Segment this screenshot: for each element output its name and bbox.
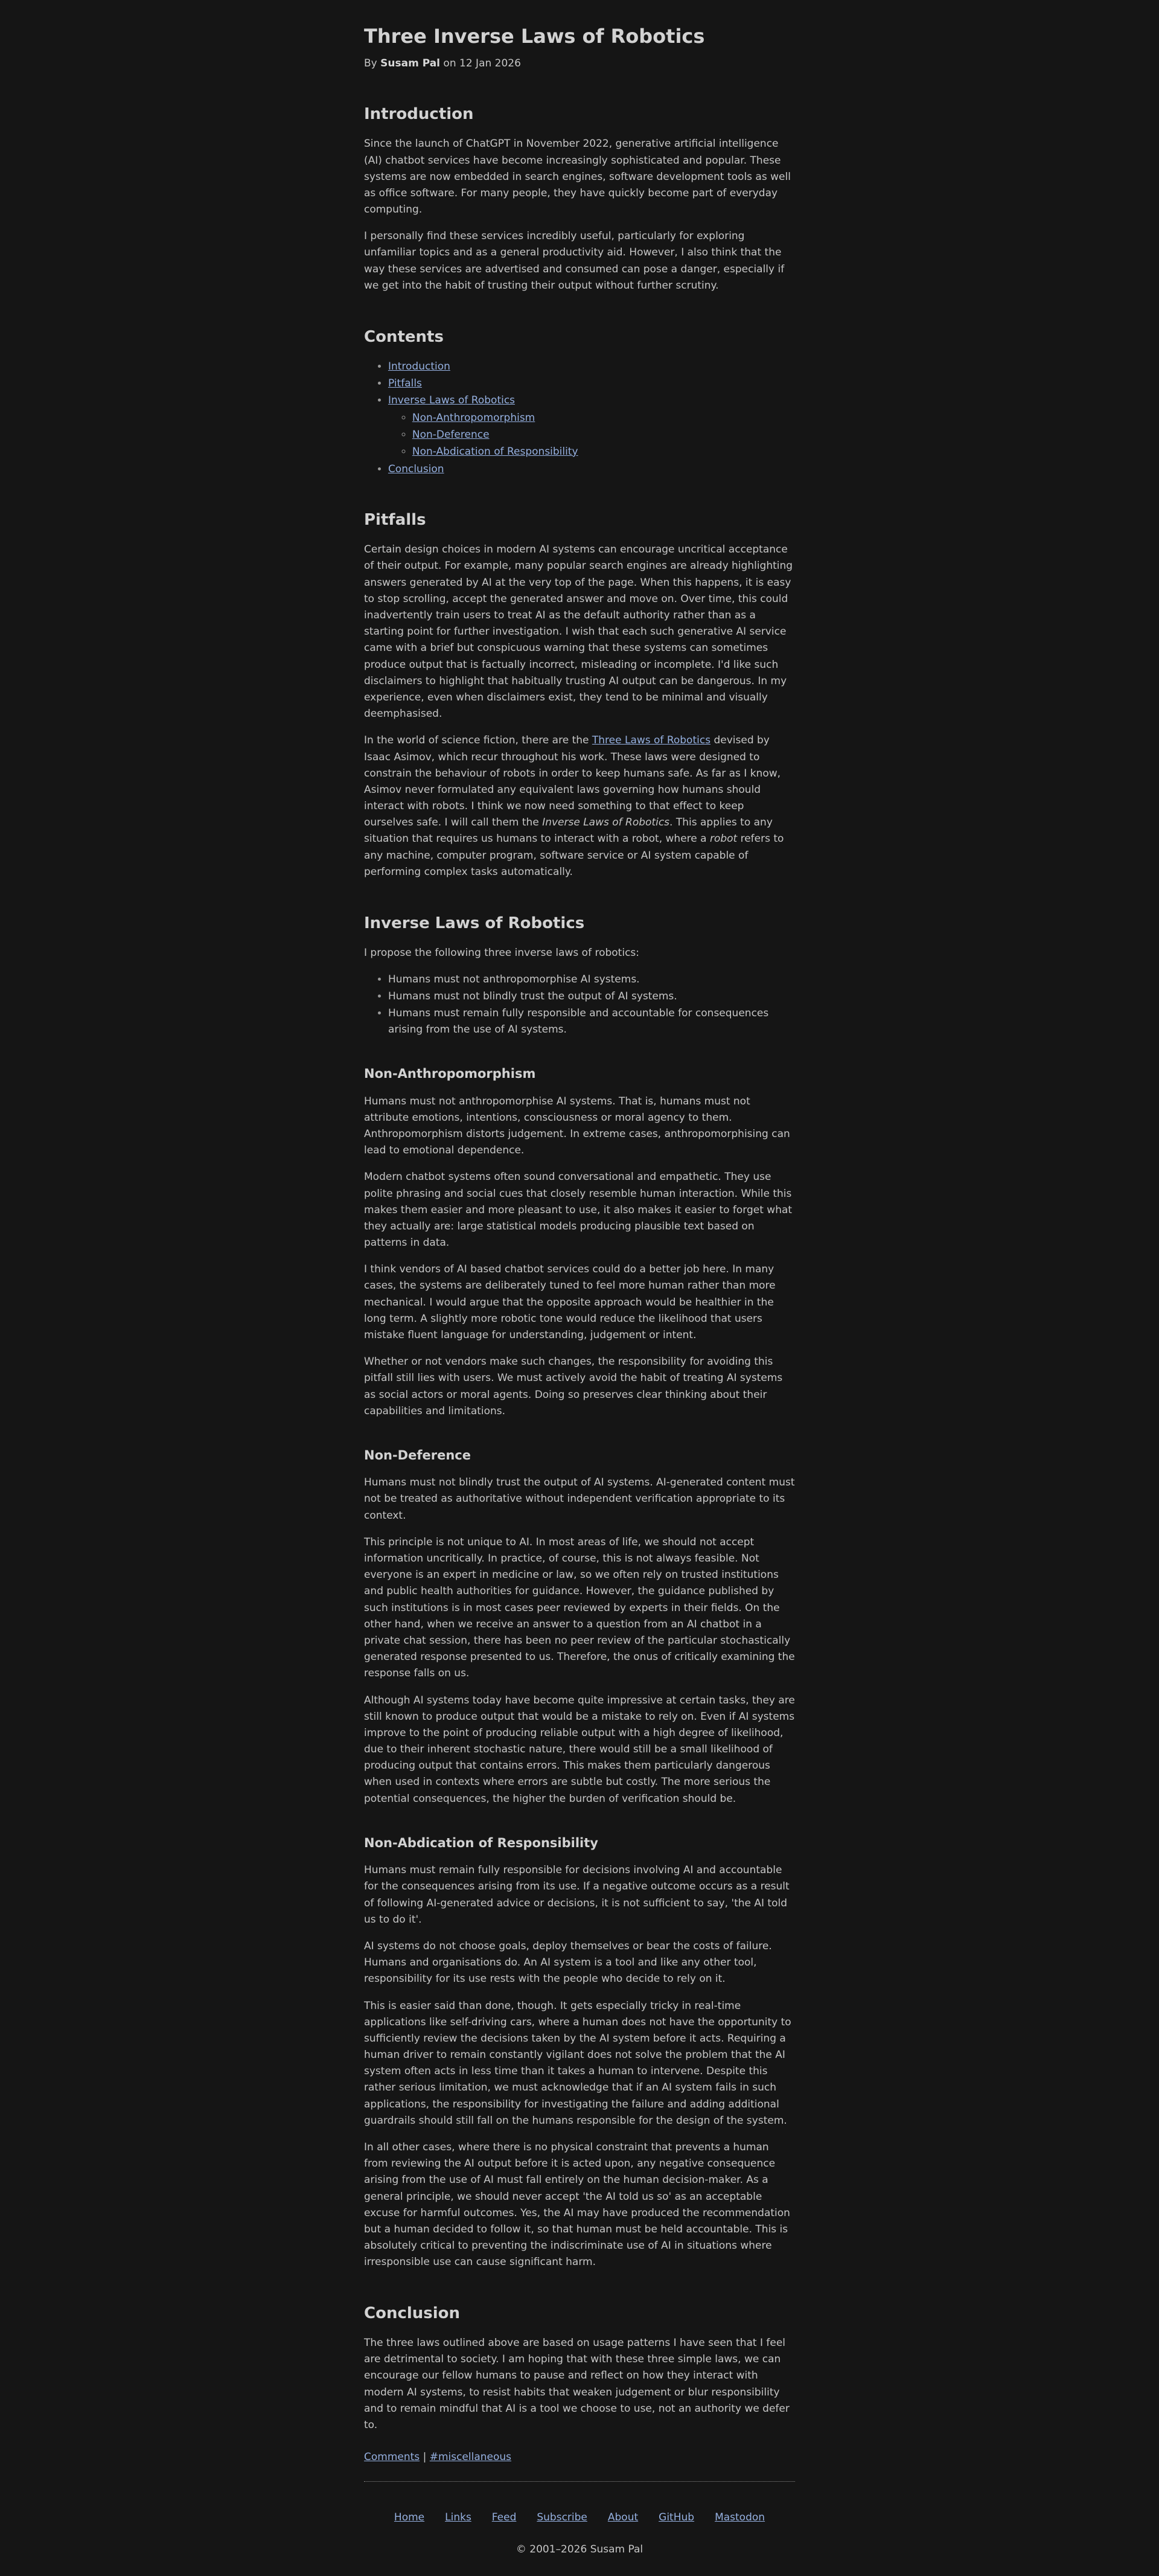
toc-item (388, 359, 795, 375)
nav-link-links[interactable]: Links (445, 2511, 471, 2523)
byline-on: on (443, 57, 456, 69)
paragraph: The three laws outlined above are based on usage patterns I have seen that I feel are detrimental to society. I am hoping that with these three simple laws, we can encourage our fellow humans to pause and reflect on how they interact with modern AI systems, to resist habits that weaken judgement or blur responsibility and to remain mindful that AI is a tool we choose to use, not an authority we defer to. (364, 2337, 790, 2432)
byline-prefix: By (364, 57, 377, 69)
section-heading-pitfalls: Pitfalls (364, 511, 426, 530)
toc-sublist (388, 410, 795, 460)
law-item: • Humans must remain fully responsible and accountable for consequences arising from the use of AI systems. (388, 1005, 795, 1038)
paragraph: I think vendors of AI based chatbot services could do a better job here. In many cases, the systems are deliberately tuned to feel more human rather than more mechanical. I would argue that the opposite approach would be healthier in the long term. A slightly more robotic tone would reduce the likelihood that users mistake fluent language for understanding, judgement or intent. (364, 1263, 776, 1342)
article (364, 0, 795, 2465)
laws-list (364, 972, 795, 1038)
paragraph: Although AI systems today have become quite impressive at certain tasks, they are still known to produce output that would be a mistake to rely on. Even if AI systems improve to the point of producing reliable output with a high degree of likelihood, due to their inherent stochastic nature, there would still be a small likelihood of producing output that contains errors. This makes them particularly dangerous when used in contexts where errors are subtle but costly. The more serious the potential consequences, the higher the burden of verification should be. (364, 1694, 795, 1805)
paragraph: Humans must not blindly trust the output of AI systems. AI-generated content must not be treated as authoritative without independent verification appropriate to its context. (364, 1476, 795, 1522)
paragraph: I personally find these services incredibly useful, particularly for exploring unfamiliar topics and as a general productivity aid. However, I also think that the way these services are advertised and consumed can pose a danger, especially if we get into the habit of trusting their output without further scrutiny. (364, 230, 785, 292)
toc-link-conclusion[interactable]: Conclusion (388, 463, 444, 475)
toc-subitem (412, 427, 795, 443)
separator: | (423, 2450, 427, 2463)
tag-link-miscellaneous[interactable]: #miscellaneous (429, 2450, 512, 2463)
footer-nav (364, 2510, 795, 2526)
paragraph: Since the launch of ChatGPT in November 2022, generative artificial intelligence (AI) chatbot services have become increasingly sophisticated and popular. These systems are now embedded in search engines, software development tools as well as office software. For many people, they have quickly become part of everyday computing. (364, 138, 791, 216)
paragraph: In all other cases, where there is no physical constraint that prevents a human from reviewing the AI output before it is acted upon, any negative consequence arising from the use of AI must fall entirely on the human decision-maker. As a general principle, we should never accept 'the AI told us so' as an acceptable excuse for harmful outcomes. Yes, the AI may have produced the recommendation but a human decided to follow it, so that human must be held accountable. This is absolutely critical to preventing the indiscriminate use of AI in situations where irresponsible use can cause significant harm. (364, 2141, 790, 2269)
toc-subitem (412, 410, 795, 426)
copyright: © 2001–2026 Susam Pal (516, 2543, 643, 2556)
emphasis-text: Inverse Laws of Robotics (542, 816, 670, 829)
law-item: • Humans must not blindly trust the output of AI systems. (388, 988, 795, 1005)
page-title: Three Inverse Laws of Robotics (364, 25, 705, 48)
paragraph: I propose the following three inverse laws of robotics: (364, 946, 639, 959)
nav-link-home[interactable]: Home (394, 2511, 425, 2523)
nav-link-feed[interactable]: Feed (491, 2511, 517, 2523)
byline (364, 56, 795, 72)
emphasis-text: robot (709, 833, 738, 845)
toc-link-non-anthropomorphism[interactable]: Non-Anthropomorphism (412, 411, 535, 424)
paragraph: Certain design choices in modern AI systems can encourage uncritical acceptance of their output. For example, many popular search engines are already highlighting answers generated by AI at the very top of the page. When this happens, it is easy to stop scrolling, accept the generated answer and move on. Over time, this could inadvertently train users to treat AI as the default authority rather than as a starting point for further investigation. I wish that each such generative AI service came with a brief but conspicuous warning that these systems can sometimes produce output that is factually incorrect, misleading or incomplete. I'd like such disclaimers to highlight that habitually trusting AI output can be dangerous. In my experience, even when disclaimers exist, they tend to be minimal and visually deemphasised. (364, 543, 793, 720)
nav-link-mastodon[interactable]: Mastodon (715, 2511, 765, 2523)
toc-item (388, 461, 795, 478)
paragraph: Humans must not anthropomorphise AI systems. That is, humans must not attribute emotions, intentions, consciousness or moral agency to them. Anthropomorphism distorts judgement. In extreme cases, anthropomorphising can lead to emotional dependence. (364, 1095, 790, 1157)
paragraph: Humans must remain fully responsible for decisions involving AI and accountable for the consequences arising from its use. If a negative outcome occurs as a result of following AI-generated advice or decisions, it is not sufficient to say, 'the AI told us to do it'. (364, 1864, 790, 1926)
toc-link-non-deference[interactable]: Non-Deference (412, 428, 490, 441)
author-name: Susam Pal (380, 57, 441, 69)
toc-link-inverse-laws[interactable]: Inverse Laws of Robotics (388, 394, 516, 406)
paragraph: Modern chatbot systems often sound conversational and empathetic. They use polite phrasing and social cues that closely resemble human interaction. While this makes them easier and more pleasant to use, it also makes it easier to forget what they actually are: large statistical models producing plausible text based on patterns in data. (364, 1171, 793, 1249)
nav-link-github[interactable]: GitHub (659, 2511, 695, 2523)
section-heading-non-abdication: Non-Abdication of Responsibility (364, 1836, 598, 1851)
section-heading-non-deference: Non-Deference (364, 1448, 471, 1463)
section-heading-inverse-laws: Inverse Laws of Robotics (364, 914, 585, 932)
section-heading-introduction: Introduction (364, 105, 474, 124)
nav-link-subscribe[interactable]: Subscribe (537, 2511, 587, 2523)
section-heading-non-anthropomorphism: Non-Anthropomorphism (364, 1066, 536, 1081)
comments-link[interactable]: Comments (364, 2450, 420, 2463)
footer-divider (364, 2481, 795, 2482)
section-heading-contents: Contents (364, 327, 444, 346)
paragraph: Whether or not vendors make such changes, the responsibility for avoiding this pitfall still lies with users. We must actively avoid the habit of treating AI systems as social actors or moral agents. Doing so preserves clear thinking about their capabilities and limitations. (364, 1356, 783, 1417)
post-links (364, 2449, 795, 2465)
toc-subitem (412, 444, 795, 460)
paragraph: This is easier said than done, though. It gets especially tricky in real-time applications like self-driving cars, where a human does not have the opportunity to sufficiently review the decisions taken by the AI system before it acts. Requiring a human driver to remain constantly vigilant does not solve the problem that the AI system often acts in less time than it takes a human to intervene. Despite this rather serious limitation, we must acknowledge that if an AI system fails in such applications, the responsibility for investigating the failure and adding additional guardrails should still fall on the humans responsible for the design of the system. (364, 1999, 791, 2127)
toc-link-pitfalls[interactable]: Pitfalls (388, 377, 422, 389)
toc-link-introduction[interactable]: Introduction (388, 360, 450, 373)
section-heading-conclusion: Conclusion (364, 2304, 461, 2323)
toc-link-non-abdication[interactable]: Non-Abdication of Responsibility (412, 445, 578, 458)
nav-link-about[interactable]: About (607, 2511, 639, 2523)
toc-item (388, 376, 795, 392)
toc-list (364, 359, 795, 478)
paragraph: This principle is not unique to AI. In most areas of life, we should not accept information uncritically. In practice, of course, this is not always feasible. Not everyone is an expert in medicine or law, so we often rely on trusted institutions and public health authorities for guidance. However, the guidance published by such institutions is in most cases peer reviewed by experts in their fields. On the other hand, when we receive an answer to a question from an AI chatbot in a private chat session, there has been no peer review of the particular stochastically generated response presented to us. Therefore, the onus of critically examining the response falls on us. (364, 1536, 795, 1680)
law-item: • Humans must not anthropomorphise AI systems. (388, 972, 795, 988)
inline-link[interactable]: Three Laws of Robotics (592, 734, 711, 747)
footer (364, 2481, 795, 2576)
post-date: 12 Jan 2026 (459, 57, 521, 69)
paragraph-rich: In the world of science fiction, there are the Three Laws of Robotics devised by Isaac Asimov, which recur throughout his work. These laws were designed to constrain the behaviour of robots in order to keep humans safe. As far as I know, Asimov never formulated any equivalent laws governing how humans should interact with robots. I think we now need something to that effect to keep ourselves safe. I will call them the Inverse Laws of Robotics. This applies to any situation that requires us humans to interact with a robot, where a robot refers to any machine, computer program, software service or AI system capable of performing complex tasks automatically. (364, 734, 784, 878)
paragraph: AI systems do not choose goals, deploy themselves or bear the costs of failure. Humans and organisations do. An AI system is a tool and like any other tool, responsibility for its use rests with the people who decide to rely on it. (364, 1940, 772, 1985)
toc-item (388, 392, 795, 460)
